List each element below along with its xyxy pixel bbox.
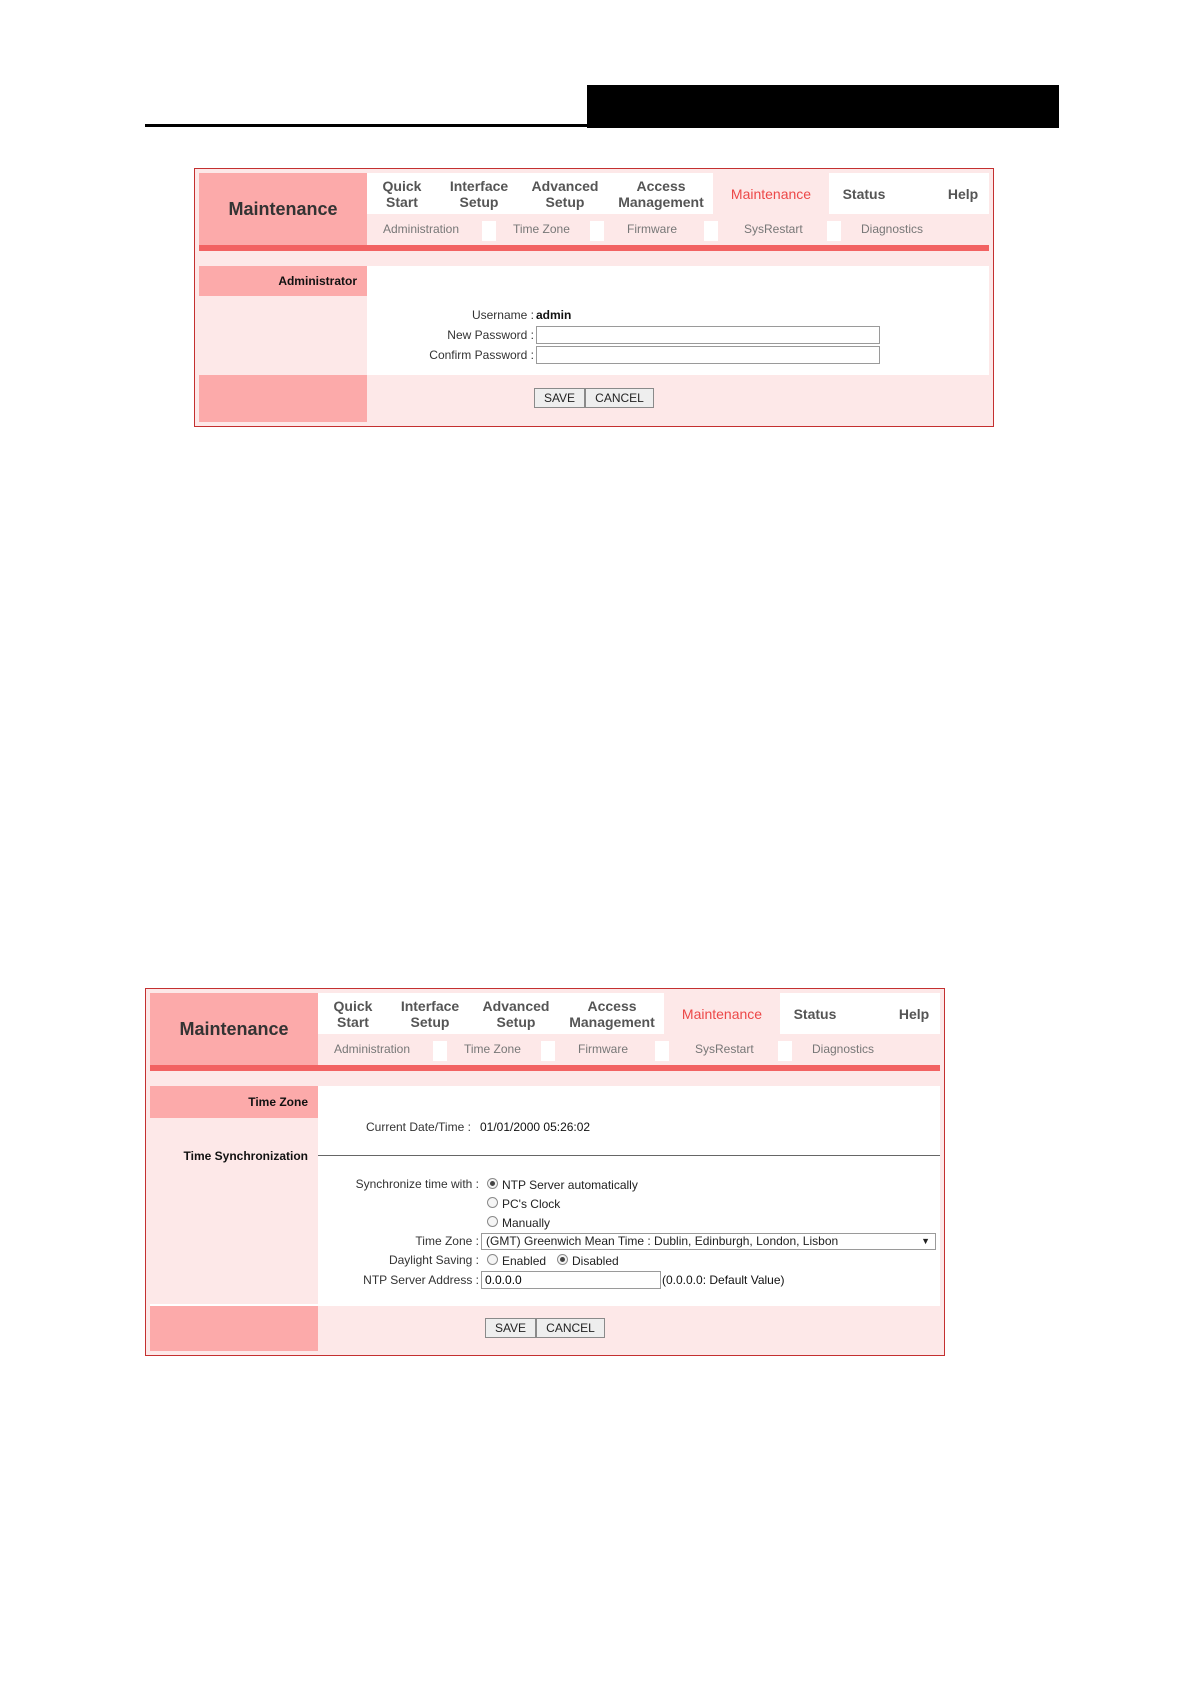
save-button[interactable]: SAVE [485,1318,536,1338]
cancel-button[interactable]: CANCEL [585,388,654,408]
daylight-disabled-option[interactable]: Disabled [557,1254,619,1268]
username-value: admin [536,308,572,322]
footer-left-block [150,1306,318,1351]
tab-maintenance[interactable]: Maintenance [664,993,780,1034]
tab-access-management[interactable]: Access Management [569,997,655,1030]
tab-quick-start[interactable]: Quick Start [333,997,373,1030]
subtab-sysrestart[interactable]: SysRestart [744,222,803,236]
tab-status[interactable]: Status [793,1005,837,1022]
timezone-select[interactable]: (GMT) Greenwich Mean Time : Dublin, Edinburgh, London, Lisbon ▼ [481,1233,936,1250]
radio-icon[interactable] [487,1254,498,1265]
sync-option-manually[interactable]: Manually [487,1216,550,1230]
subtab-separator [433,1041,447,1061]
action-footer [150,1306,940,1351]
daylight-enabled-option[interactable]: Enabled [487,1254,546,1268]
current-datetime-label: Current Date/Time : [366,1120,471,1134]
subtab-time-zone[interactable]: Time Zone [464,1042,521,1056]
subtab-separator [590,221,604,241]
confirm-password-label: Confirm Password : [429,348,534,362]
subtab-firmware[interactable]: Firmware [578,1042,628,1056]
subtab-diagnostics[interactable]: Diagnostics [861,222,924,236]
radio-icon[interactable] [487,1216,498,1227]
sub-tabs [318,1034,940,1065]
tab-advanced-setup[interactable]: Advanced Setup [531,177,599,210]
section-label-time-zone: Time Zone [150,1086,318,1118]
tab-interface-setup[interactable]: Interface Setup [400,997,460,1030]
sub-tabs [367,214,989,245]
ntp-default-hint: (0.0.0.0: Default Value) [662,1273,785,1287]
nav-header [199,173,989,245]
subtab-administration[interactable]: Administration [334,1042,411,1056]
subtab-separator [778,1041,792,1061]
subtab-diagnostics[interactable]: Diagnostics [812,1042,875,1056]
timezone-label: Time Zone : [415,1234,479,1248]
subtab-separator [482,221,496,241]
page-header-rule [145,124,589,127]
ntp-server-label: NTP Server Address : [363,1273,479,1287]
username-label: Username : [471,308,534,322]
new-password-label: New Password : [447,328,534,342]
sync-option-pc-clock[interactable]: PC's Clock [487,1197,560,1211]
administration-panel [194,168,994,427]
tab-access-management[interactable]: Access Management [618,177,704,210]
tab-help[interactable]: Help [898,1005,930,1022]
subtab-separator [704,221,718,241]
tab-interface-setup[interactable]: Interface Setup [449,177,509,210]
nav-header [150,993,940,1065]
subtab-time-zone[interactable]: Time Zone [513,222,570,236]
new-password-input[interactable] [536,326,880,344]
spacer-strip [150,1071,940,1086]
ntp-server-input[interactable] [481,1271,661,1289]
tab-help[interactable]: Help [947,185,979,202]
radio-icon[interactable] [487,1178,498,1189]
sync-label: Synchronize time with : [355,1177,479,1191]
tab-maintenance[interactable]: Maintenance [713,173,829,214]
main-tabs [318,993,940,1034]
tab-status[interactable]: Status [842,185,886,202]
brand-title: Maintenance [150,993,318,1065]
subtab-separator [655,1041,669,1061]
footer-left-block [199,375,367,422]
tab-quick-start[interactable]: Quick Start [382,177,422,210]
tab-advanced-setup[interactable]: Advanced Setup [482,997,550,1030]
page-header-band [587,85,1059,128]
confirm-password-input[interactable] [536,346,880,364]
chevron-down-icon[interactable]: ▼ [921,1236,930,1246]
subtab-separator [541,1041,555,1061]
left-column [199,296,367,375]
cancel-button[interactable]: CANCEL [536,1318,605,1338]
subtab-firmware[interactable]: Firmware [627,222,677,236]
subtab-separator [827,221,841,241]
save-button[interactable]: SAVE [534,388,585,408]
action-footer [199,375,989,422]
radio-icon[interactable] [557,1254,568,1265]
subtab-sysrestart[interactable]: SysRestart [695,1042,754,1056]
radio-icon[interactable] [487,1197,498,1208]
current-datetime-value: 01/01/2000 05:26:02 [480,1120,591,1134]
time-zone-panel [145,988,945,1356]
main-tabs [367,173,989,214]
spacer-strip [199,251,989,266]
daylight-saving-label: Daylight Saving : [388,1253,479,1267]
section-divider [318,1155,940,1156]
section-label-administrator: Administrator [199,266,367,296]
section-label-time-sync: Time Synchronization [183,1149,308,1163]
brand-title: Maintenance [199,173,367,245]
sync-option-ntp[interactable]: NTP Server automatically [487,1178,638,1192]
subtab-administration[interactable]: Administration [383,222,460,236]
